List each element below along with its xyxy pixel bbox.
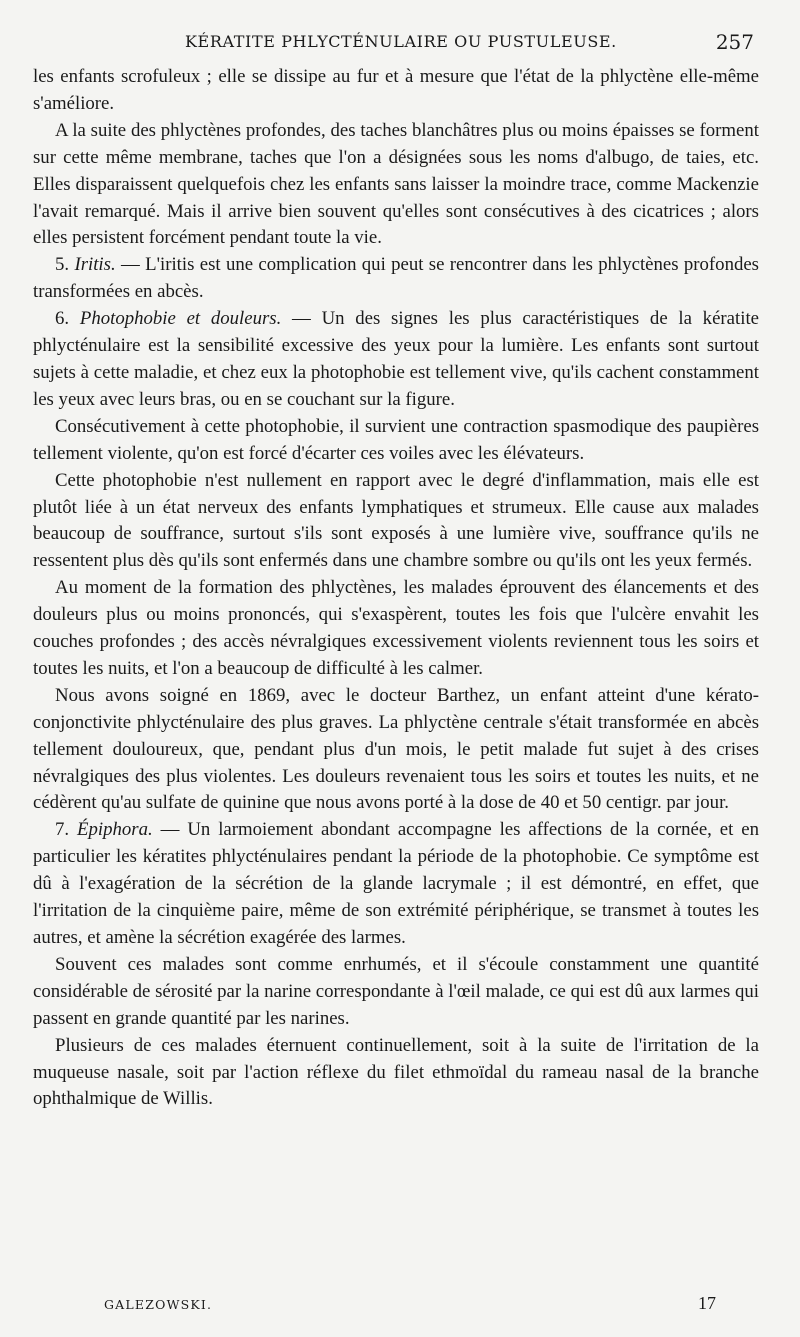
paragraph-contraction: Consécutivement à cette photophobie, il survient une contraction spasmodique des paupières tellement violente, qu'on est forcé d'écarter ces voiles avec les élévateurs. <box>33 415 759 464</box>
section-label: Épiphora. <box>77 819 153 841</box>
section-number: 6. <box>55 308 70 330</box>
paragraph-observation: Nous avons soigné en 1869, avec le docteur Barthez, un enfant atteint d'une kérato-conjonctivite phlycténulaire des plus graves. La phlyctène centrale s'était transformée en abcès tellement douloureux, que, pendant plus d'un mois, le petit malade fut sujet à des crises névralgiques des plus violentes. Les douleurs revenaient tous les soirs et toutes les nuits, et ne cédèrent qu'au sulfate de quinine que nous avons porté à la dose de 40 et 50 centigr. par jour. <box>33 684 759 814</box>
running-head <box>0 30 800 60</box>
section-text: — Un larmoiement abondant accompagne les affections de la cornée, et en particulier les kératites phlycténulaires pendant la période de la photophobie. Ce symptôme est dû à l'exagération de la sécrétion de la glande lacrymale ; il est démontré, en effet, que l'irritation de la cinquième paire, même de son extrémité périphérique, se transmet à toutes les autres, et amène la sécrétion exagérée des larmes. <box>33 819 759 948</box>
section-number: 5. <box>55 254 70 276</box>
paragraph-photophobie <box>33 306 759 414</box>
paragraph-continuation: les enfants scrofuleux ; elle se dissipe au fur et à mesure que l'état de la phlyctène elle-même s'améliore. <box>33 66 759 114</box>
section-label: Iritis. <box>74 254 116 276</box>
signature-mark: GALEZOWSKI. <box>104 1297 213 1312</box>
paragraph-etat-nerveux: Cette photophobie n'est nullement en rapport avec le degré d'inflammation, mais elle est plutôt liée à un état nerveux des enfants lymphatiques et strumeux. Elle cause aux malades beaucoup de souffrance, surtout s'ils sont exposés à une lumière vive, souffrance qu'ils ne ressentent plus dès qu'ils sont enfermés dans une chambre sombre ou qu'ils ont les yeux fermés. <box>33 469 759 572</box>
page-footer <box>0 1293 800 1317</box>
paragraph-albugo: A la suite des phlyctènes profondes, des taches blanchâtres plus ou moins épaisses se forment sur cette même membrane, taches que l'on a désignées sous les noms d'albugo, de taies, etc. Elles disparaissent quelquefois chez les enfants sans laisser la moindre trace, comme Mackenzie l'avait remarqué. Mais il arrive bien souvent qu'elles sont consécutives à des cicatrices ; alors elles persistent forcément pendant toute la vie. <box>33 119 759 249</box>
running-title: KÉRATITE PHLYCTÉNULAIRE OU PUSTULEUSE. <box>185 32 617 51</box>
paragraph-epiphora <box>33 817 759 952</box>
page-number: 257 <box>715 30 754 54</box>
section-text: — L'iritis est une complication qui peut se rencontrer dans les phlyctènes profondes transformées en abcès. <box>33 254 759 303</box>
body-text <box>33 64 759 1113</box>
paragraph-douleurs: Au moment de la formation des phlyctènes, les malades éprouvent des élancements et des douleurs plus ou moins prononcés, qui s'exaspèrent, toutes les fois que l'ulcère envahit les couches profondes ; des accès névralgiques excessivement violents reviennent tous les soirs et toutes les nuits, et l'on a beaucoup de difficulté à les calmer. <box>33 577 759 679</box>
sheet-number: 17 <box>698 1293 716 1313</box>
paragraph-enrhumes: Souvent ces malades sont comme enrhumés, et il s'écoule constamment une quantité considérable de sérosité par la narine correspondante à l'œil malade, ce qui est dû aux larmes qui passent en grande quantité par les narines. <box>33 953 759 1029</box>
paragraph-eternuent: Plusieurs de ces malades éternuent continuellement, soit à la suite de l'irritation de la muqueuse nasale, soit par l'action réflexe du filet ethmoïdal du rameau nasal de la branche ophthalmique de Willis. <box>33 1034 759 1110</box>
section-number: 7. <box>55 819 70 841</box>
section-label: Photophobie et douleurs. <box>79 308 282 330</box>
section-text: — Un des signes les plus caractéristiques de la kératite phlycténulaire est la sensibilité excessive des yeux pour la lumière. Les enfants sont surtout sujets à cette maladie, et chez eux la photophobie est tellement vive, qu'ils cachent constamment les yeux avec leurs bras, ou en se couchant sur la figure. <box>33 308 759 410</box>
paragraph-iritis <box>33 252 759 306</box>
